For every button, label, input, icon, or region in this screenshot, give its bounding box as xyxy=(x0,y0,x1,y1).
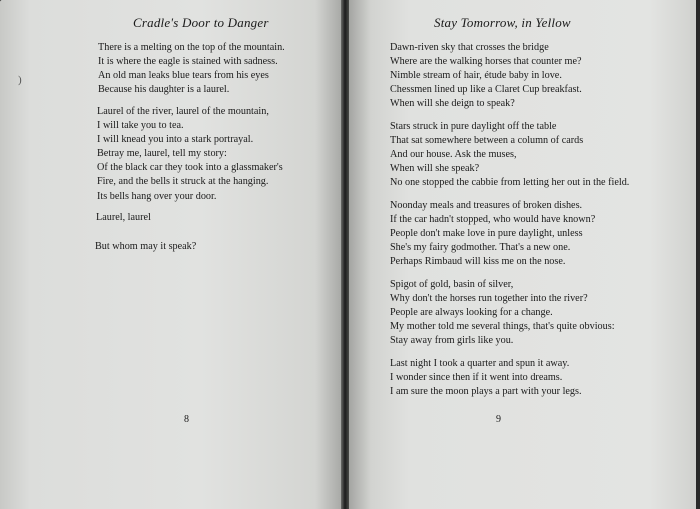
left-page xyxy=(0,0,341,509)
poem-line: Noonday meals and treasures of broken dishes. xyxy=(390,200,583,211)
poem-line: Chessmen lined up like a Claret Cup breakfast. xyxy=(390,84,582,96)
right-running-head: Stay Tomorrow, in Yellow xyxy=(434,15,571,30)
right-page-number: 9 xyxy=(496,414,501,425)
poem-line: Stars struck in pure daylight off the table xyxy=(390,121,557,132)
poem-line: Laurel, laurel xyxy=(96,212,151,223)
poem-line: But whom may it speak? xyxy=(95,241,197,252)
left-stanza-2 xyxy=(97,105,283,204)
poem-line: If the car hadn't stopped, who would have known? xyxy=(390,214,596,226)
poem-line: Perhaps Rimbaud will kiss me on the nose. xyxy=(390,256,566,268)
right-stanza-1 xyxy=(390,41,582,111)
poem-line: No one stopped the cabbie from letting her out in the field. xyxy=(390,177,630,189)
poem-line: Dawn-riven sky that crosses the bridge xyxy=(390,42,549,53)
poem-line: I will knead you into a stark portrayal. xyxy=(97,134,254,146)
poem-line: I am sure the moon plays a part with your legs. xyxy=(390,386,582,398)
left-stanza-3 xyxy=(96,211,151,225)
book-edge-shadow xyxy=(696,0,700,509)
poem-line: Laurel of the river, laurel of the mountain, xyxy=(97,106,269,117)
right-stanza-2 xyxy=(390,120,629,190)
poem-line: Where are the walking horses that counter me? xyxy=(390,56,582,68)
poem-line: She's my fairy godmother. That's a new one. xyxy=(390,242,571,254)
poem-line: That sat somewhere between a column of cards xyxy=(390,135,584,147)
poem-line: When will she speak? xyxy=(390,163,480,175)
poem-line: Betray me, laurel, tell my story: xyxy=(97,148,227,160)
right-page xyxy=(349,0,700,509)
poem-line: Nimble stream of hair, étude baby in love. xyxy=(390,70,562,82)
left-page-number: 8 xyxy=(184,414,189,425)
poem-line: People are always looking for a change. xyxy=(390,307,553,319)
right-stanza-5 xyxy=(390,357,582,399)
poem-line: Spigot of gold, basin of silver, xyxy=(390,279,514,290)
left-stanza-1 xyxy=(98,41,285,97)
book-gutter xyxy=(341,0,349,509)
poem-line: Why don't the horses run together into the river? xyxy=(390,293,588,305)
poem-line: There is a melting on the top of the mountain. xyxy=(98,42,285,53)
poem-line: Because his daughter is a laurel. xyxy=(98,84,230,96)
right-stanza-3 xyxy=(390,199,595,269)
poem-line: I wonder since then if it went into dreams. xyxy=(390,372,563,384)
poem-line: My mother told me several things, that's quite obvious: xyxy=(390,321,615,333)
right-stanza-4 xyxy=(390,278,615,348)
left-stanza-4 xyxy=(95,240,196,254)
poem-line: Of the black car they took into a glassmaker's xyxy=(97,162,283,174)
poem-line: Last night I took a quarter and spun it away. xyxy=(390,358,570,369)
poem-line: I will take you to tea. xyxy=(97,120,184,132)
left-running-head: Cradle's Door to Danger xyxy=(133,15,269,30)
poem-line: Stay away from girls like you. xyxy=(390,335,514,347)
margin-mark: ) xyxy=(18,74,22,86)
poem-line: Its bells hang over your door. xyxy=(97,190,217,202)
poem-line: People don't make love in pure daylight, unless xyxy=(390,228,583,240)
poem-line: Fire, and the bells it struck at the hanging. xyxy=(97,176,269,188)
poem-line: When will she deign to speak? xyxy=(390,98,515,110)
poem-line: An old man leaks blue tears from his eyes xyxy=(98,70,269,82)
poem-line: It is where the eagle is stained with sadness. xyxy=(98,56,278,68)
poem-line: And our house. Ask the muses, xyxy=(390,149,517,161)
